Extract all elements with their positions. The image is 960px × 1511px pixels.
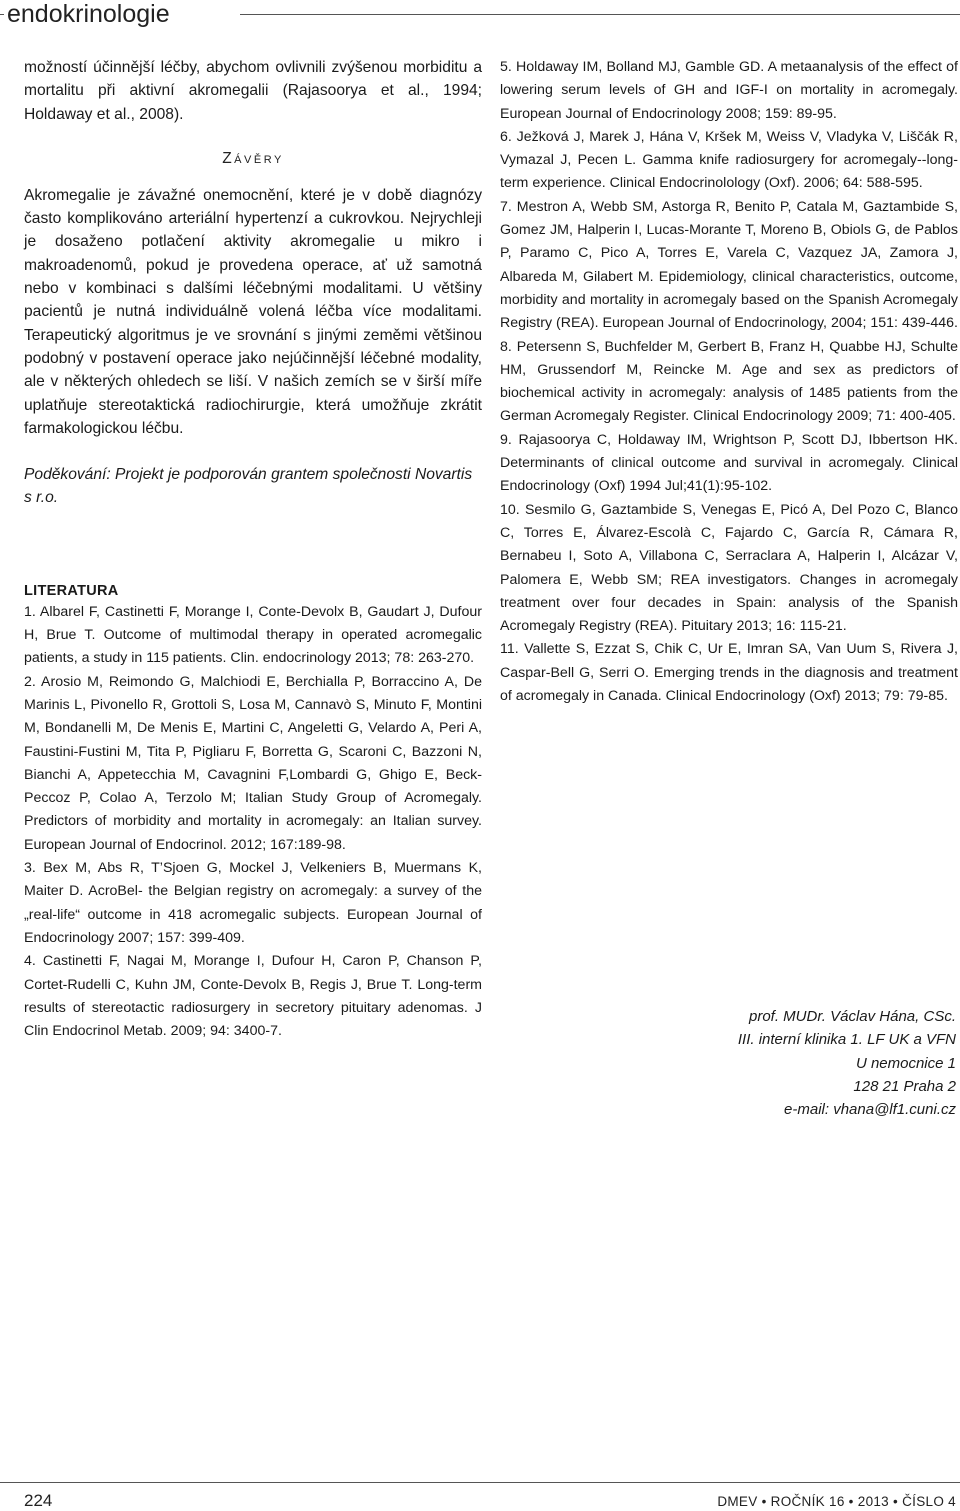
reference-item: 2. Arosio M, Reimondo G, Malchiodi E, Berchialla P, Borraccino A, De Marinis L, Pivonello R, Grottoli S, Losa M, Cannavò S, Minuto F, Montini M, Bondanelli M, De Menis E, Martini C, Angeletti G, Velardo A, Peri A, Faustini-Fustini M, Tita P, Pigliaru F, Borretta G, Scaroni C, Bazzoni N, Bianchi A, Appetecchia M, Cavagnini F,Lombardi G, Ghigo E, Beck-Peccoz P, Colao A, Terzolo M; Italian Study Group of Acromegaly. Predictors of morbidity and mortality in acromegaly: an Italian survey. European Journal of Endocrinol. 2012; 167:189-98. (24, 673, 482, 853)
reference-item: 8. Petersenn S, Buchfelder M, Gerbert B, Franz H, Quabbe HJ, Schulte HM, Grussendorf M, Reincke M. Age and sex as predictors of biochemical activity in acromegaly: analysis of 1485 patients from the German Acromegaly Register. Clinical Endocrinology 2009; 71: 400-405. (500, 338, 958, 425)
author-email[interactable]: e-mail: vhana@lf1.cuni.cz (784, 1101, 956, 1119)
reference-item: 5. Holdaway IM, Bolland MJ, Gamble GD. A metaanalysis of the effect of lowering serum levels of GH and IGF-I on mortality in acromegaly. European Journal of Endocrinology 2008; 159: 89-95. (500, 59, 958, 122)
reference-item: 11. Vallette S, Ezzat S, Chik C, Ur E, Imran SA, Van Uum S, Rivera J, Caspar-Bell G, Serri O. Emerging trends in the diagnosis and treatment of acromegaly in Canada. Clinical Endocrinology (Oxf) 2013; 79: 79-85. (500, 641, 958, 705)
page-number: 224 (24, 1491, 53, 1510)
author-clinic: III. interní klinika 1. LF UK a VFN (737, 1031, 956, 1049)
page-header (0, 0, 960, 40)
reference-item: 10. Sesmilo G, Gaztambide S, Venegas E, Picó A, Del Pozo C, Blanco C, Torres E, Álvarez-Escolà C, Fajardo C, García R, Cámara R, Bernabeu I, Soto A, Villabona C, Serraclara A, Halperin I, Alcázar V, Palomera E, Webb SM; REA investigators. Changes in acromegaly treatment over four decades in Spain: analysis of the Spanish Acromegaly Registry (REA). Pituitary 2013; 16: 115-21. (500, 501, 958, 635)
author-name: prof. MUDr. Václav Hána, CSc. (748, 1008, 956, 1025)
reference-item: 9. Rajasoorya C, Holdaway IM, Wrightson P, Scott DJ, Ibbertson HK. Determinants of clinical outcome and survival in acromegaly. Clinical Endocrinology (Oxf) 1994 Jul;41(1):95-102. (500, 431, 958, 495)
header-rule (240, 14, 960, 15)
left-column (24, 56, 482, 1043)
header-rule-left (0, 14, 4, 15)
reference-item: 4. Castinetti F, Nagai M, Morange I, Dufour H, Caron P, Chanson P, Cortet-Rudelli C, Kuhn JM, Conte-Devolx B, Regis J, Brue T. Long-term results of stereotactic radiosurgery in secretory pituitary adenomas. J Clin Endocrinol Metab. 2009; 94: 3400-7. (24, 953, 482, 1040)
conclusion-paragraph: Akromegalie je závažné onemocnění, které je v době diagnózy často komplikováno arteriální hypertenzí a cukrovkou. Nejrychleji je dosaženo potlačení aktivity akromegalie u mikro i makroadenomů, pokud je provedena operace, ať už samotná nebo v kombinaci s dalšími léčebnými modalitami. U většiny pacientů je nutná individuálně volená léčba více modalitami. Terapeutický algoritmus je ve srovnání s jinými zeměmi většinou podobný v postavení operace jako nejúčinnější léčebné modality, ale v některých ohledech se liší. V našich zemích se v širší míře uplatňuje stereotaktická radiochirurgie, která umožňuje zkrátit farmakologickou léčbu. (24, 186, 482, 437)
intro-paragraph: možností účinnější léčby, abychom ovlivnili zvýšenou morbiditu a mortalitu při aktivní akromegalii (Rajasoorya et al., 1994; Holdaway et al., 2008). (24, 59, 482, 123)
literature-heading: LITERATURA (24, 582, 119, 599)
reference-item: 3. Bex M, Abs R, T’Sjoen G, Mockel J, Velkeniers B, Muermans K, Maiter D. AcroBel- the Belgian registry on acromegaly: a survey of the „real-life“ outcome in 418 acromegalic subjects. European Journal of Endocrinology 2007; 157: 399-409. (24, 860, 482, 946)
conclusion-heading: Závěry (222, 149, 284, 167)
author-city: 128 21 Praha 2 (853, 1077, 956, 1095)
reference-item: 1. Albarel F, Castinetti F, Morange I, Conte-Devolx B, Gaudart J, Dufour H, Brue T. Outcome of multimodal therapy in operated acromegalic patients, a study in 115 patients. Clin. endocrinology 2013; 78: 263-270. (24, 603, 482, 667)
footer-rule (0, 1482, 960, 1483)
journal-info: DMEV • ROČNÍK 16 • 2013 • ČÍSLO 4 (717, 1494, 956, 1509)
right-column (500, 56, 958, 708)
acknowledgement: Poděkování: Projekt je podporován grantem společnosti Novartis s r.o. (24, 466, 473, 507)
reference-item: 6. Ježková J, Marek J, Hána V, Kršek M, Weiss V, Vladyka V, Liščák R, Vymazal J, Pecen L. Gamma knife radiosurgery for acromegaly--long-term experience. Clinical Endocrinolology (Oxf). 2006; 64: 588-595. (500, 128, 958, 192)
author-street: U nemocnice 1 (855, 1054, 956, 1072)
author-signature (738, 1005, 956, 1121)
reference-item: 7. Mestron A, Webb SM, Astorga R, Benito P, Catala M, Gaztambide S, Gomez JM, Halperin I, Lucas-Morante T, Moreno B, Obiols G, de Pablos P, Paramo C, Pico A, Torres E, Varela C, Vazquez JA, Zamora J, Albareda M, Gilabert M. Epidemiology, clinical characteristics, outcome, morbidity and mortality in acromegaly based on the Spanish Acromegaly Registry (REA). European Journal of Endocrinology, 2004; 151: 439-446. (500, 198, 958, 332)
section-title: endokrinologie (7, 0, 170, 28)
